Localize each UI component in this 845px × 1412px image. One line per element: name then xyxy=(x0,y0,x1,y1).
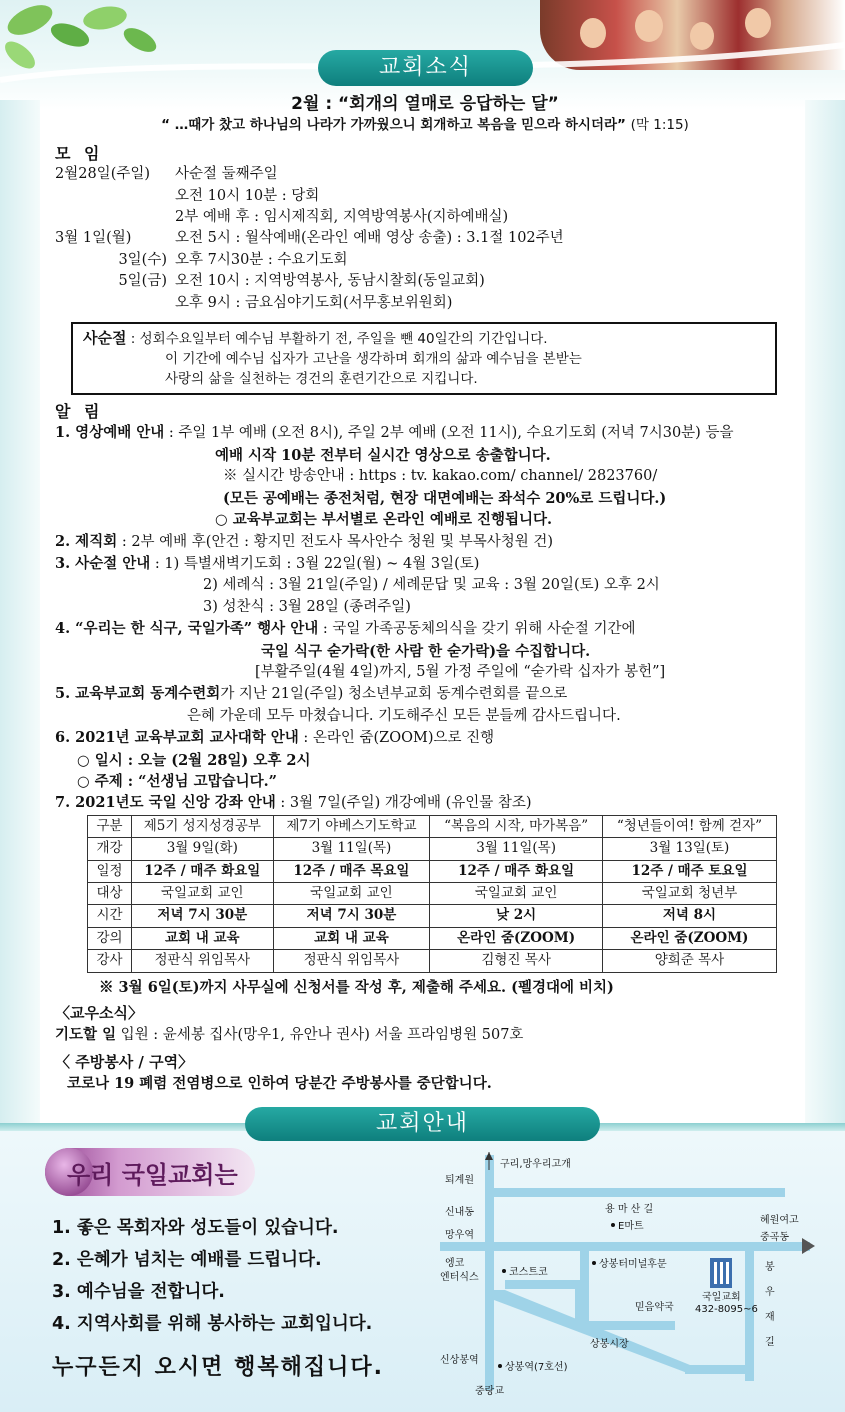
verse-reference: (막 1:15) xyxy=(630,117,689,134)
map-label-sinsangbong: 신상봉역 xyxy=(440,1355,479,1366)
notices-list: 1. 영상예배 안내 : 주일 1부 예배 (오전 8시), 주일 2부 예배 (오전 11시), 수요기도회 (저녁 7시30분) 등을 예배 시작 10분 전부터 실시간 영상으로 송출합니다. ※ 실시간 방송안내 : https : tv. kakao.com/ channel/ 2823760/ (모든 공예배는 종전처럼, 현장 대면예배는 좌석수 20%로 드립니다.) ○ 교육부교회는 부서별로 온라인 예배로 진행됩니다. 2. 제직회 : 2부 예배 후(안건 : 황지민 전도사 목사안수 청원 및 부목사청원 건) 3. 사순절 안내 : 1) 특별새벽기도회 : 3월 22일(월) ~ 4월 3일(토) 2) 세례식 : 3월 21일(주일) / 세례문답 및 교육 : 3월 20일(토) 오후 2시 3) 성찬식 : 3월 28일 (종려주일) 4. “우리는 한 식구, 국일가족” 행사 안내 : 국일 가족공동체의식을 갖기 위해 사순절 기간에 국일 식구 숟가락(한 사람 한 숟가락)을 수집합니다. [부활주일(4월 4일)까지, 5월 가정 주일에 “숟가락 십자가 봉헌”] 5. 교육부교회 동계수련회가 지난 21일(주일) 청소년부교회 동계수련회를 끝으로 은혜 가운데 모두 마쳤습니다. 기도해주신 모든 분들께 감사드립니다. 6. 2021년 교육부교회 교사대학 안내 : 온라인 줌(ZOOM)으로 진행 ○ 일시 : 오늘 (2월 28일) 오후 2시 ○ 주제 : “선생님 고맙습니다.” 7. 2021년도 국일 신앙 강좌 안내 : 3월 7일(주일) 개강예배 (유인물 참조) xyxy=(55,422,795,814)
right-border xyxy=(805,100,845,1130)
lent-label: 사순절 xyxy=(83,329,127,348)
map-label-sangbong7: 상봉역(7호선) xyxy=(505,1362,568,1373)
meeting-row: 5일(금) 오전 10시 : 지역방역봉사, 동남시찰회(동일교회) xyxy=(118,273,485,290)
verse-text: “ …때가 찼고 하나님의 나라가 가까웠으니 회개하고 복음을 믿으라 하시더라” xyxy=(161,117,626,134)
table-row: 강사 정판식 위임목사 정판식 위임목사 김형진 목사 양희준 목사 xyxy=(88,950,777,972)
table-row: 대상 국일교회 교인 국일교회 교인 국일교회 교인 국일교회 청년부 xyxy=(88,883,777,905)
notice-3: 3. 사순절 안내 : 1) 특별새벽기도회 : 3월 22일(월) ~ 4월 3일(토) xyxy=(55,554,480,572)
slogan: 누구든지 오시면 행복해집니다. xyxy=(52,1355,384,1380)
table-row: 시간 저녁 7시 30분 저녁 7시 30분 낮 2시 저녁 8시 xyxy=(88,905,777,927)
meeting-row: 2월28일(주일) 사순절 둘째주일 xyxy=(55,166,278,183)
left-border xyxy=(0,100,40,1130)
table-row: 강의 교회 내 교육 교회 내 교육 온라인 줌(ZOOM) 온라인 줌(ZOOM) xyxy=(88,927,777,949)
meetings-heading: 모 임 xyxy=(55,143,104,163)
news-content xyxy=(55,90,795,1095)
map-label-manguyeok: 망우역 xyxy=(445,1230,474,1241)
map-label-sangbongmarket: 상봉시장 xyxy=(590,1339,629,1350)
map-label-mideum: 믿음약국 xyxy=(635,1302,674,1313)
kitchen-text: 코로나 19 폐렴 전염병으로 인하여 당분간 주방봉사를 중단합니다. xyxy=(67,1075,492,1093)
map-label-costco: 코스트코 xyxy=(509,1267,548,1278)
church-location-map xyxy=(430,1150,820,1400)
map-label-u: 우 xyxy=(765,1287,775,1298)
table-row: 일정 12주 / 매주 화요일 12주 / 매주 목요일 12주 / 매주 화요일 12주 / 매주 토요일 xyxy=(88,860,777,882)
news-heading: 〈교우소식〉 xyxy=(55,1004,143,1023)
map-label-gil: 길 xyxy=(765,1337,775,1348)
meeting-row: 오전 10시 10분 : 당회 xyxy=(175,187,320,204)
notices-heading: 알 림 xyxy=(55,402,104,422)
map-label-jae: 재 xyxy=(765,1312,775,1323)
course-table xyxy=(87,815,777,973)
notice-5: 5. 교육부교회 동계수련회가 지난 21일(주일) 청소년부교회 동계수련회를 끝으로 xyxy=(55,685,568,703)
map-label-junggok: 중곡동 xyxy=(760,1232,789,1243)
kitchen-heading: 〈 주방봉사 / 구역〉 xyxy=(55,1052,194,1071)
map-label-terminal: 상봉터미널후문 xyxy=(599,1259,667,1270)
church-news-title: 교회소식 xyxy=(318,50,533,86)
meeting-row: 3월 1일(월) 오전 5시 : 월삭예배(온라인 예배 영상 송출) : 3.1절 102주년 xyxy=(55,230,564,247)
meeting-row: 오후 9시 : 금요심야기도회(서무홍보위원회) xyxy=(175,294,453,311)
meetings-list xyxy=(55,164,795,314)
verse xyxy=(55,115,795,136)
map-label-guri: 구리,망우리고개 xyxy=(500,1159,571,1170)
lent-info-box: 사순절 : 성회수요일부터 예수님 부활하기 전, 주일을 뺀 40일간의 기간입니다. 이 기간에 예수님 십자가 고난을 생각하며 회개의 삶과 예수님을 본받는 사랑의 삶을 실천하는 경건의 훈련기간으로 지킵니다. xyxy=(71,322,777,395)
notice-7: 7. 2021년도 국일 신앙 강좌 안내 : 3월 7일(주일) 개강예배 (유인물 참조) xyxy=(55,794,532,812)
notice-2: 2. 제직회 : 2부 예배 후(안건 : 황지민 전도사 목사안수 청원 및 부목사청원 건) xyxy=(55,532,554,550)
list-item: 2. 은혜가 넘치는 예배를 드립니다. xyxy=(52,1250,322,1270)
map-label-hyewon: 혜원여고 xyxy=(760,1215,799,1226)
notice-1: 1. 영상예배 안내 : 주일 1부 예배 (오전 8시), 주일 2부 예배 (오전 11시), 수요기도회 (저녁 7시30분) 등을 xyxy=(55,424,734,442)
table-note: ※ 3월 6일(토)까지 사무실에 신청서를 작성 후, 제출해 주세요. (펠경대에 비치) xyxy=(99,978,614,996)
map-label-toegyewon: 퇴계원 xyxy=(445,1175,474,1186)
meeting-row: 2부 예배 후 : 임시제직회, 지역방역봉사(지하예배실) xyxy=(175,209,509,226)
map-label-yongmasan: 용 마 산 길 xyxy=(605,1204,654,1215)
monthly-theme: 2월 : “회개의 열매로 응답하는 달” xyxy=(291,94,559,114)
prayer-request: 기도할 일 입원 : 윤세봉 집사(망우1, 유안나 권사) 서울 프라임병원 507호 xyxy=(55,1026,524,1044)
notice-6: 6. 2021년 교육부교회 교사대학 안내 : 온라인 줌(ZOOM)으로 진행 xyxy=(55,729,495,747)
church-features xyxy=(52,1212,372,1340)
our-church-banner: 우리 국일교회는 xyxy=(45,1148,255,1196)
meeting-row: 3일(수) 오후 7시30분 : 수요기도회 xyxy=(118,251,348,268)
map-label-church: 국일교회 xyxy=(702,1292,741,1303)
map-label-entertainment: 엔터식스 xyxy=(440,1272,479,1283)
list-item: 1. 좋은 목회자와 성도들이 있습니다. xyxy=(52,1218,339,1238)
map-label-jungnang: 중랑교 xyxy=(475,1386,504,1397)
table-row: 개강 3월 9일(화) 3월 11일(목) 3월 11일(목) 3월 13일(토) xyxy=(88,838,777,860)
list-item: 4. 지역사회를 위해 봉사하는 교회입니다. xyxy=(52,1314,373,1334)
list-item: 3. 예수님을 전합니다. xyxy=(52,1282,225,1302)
church-guide-title: 교회안내 xyxy=(245,1107,600,1141)
map-label-sinnae: 신내동 xyxy=(445,1207,474,1218)
map-label-emart: E마트 xyxy=(618,1221,644,1232)
notice-4: 4. “우리는 한 식구, 국일가족” 행사 안내 : 국일 가족공동체의식을 갖기 위해 사순절 기간에 xyxy=(55,620,636,638)
table-header-row: 구분 제5기 성지성경공부 제7기 야베스기도학교 “복음의 시작, 마가복음” “청년들이여! 함께 걷자” xyxy=(88,815,777,837)
map-label-enko: 엥코 xyxy=(445,1258,465,1269)
map-label-phone: 432-8095~6 xyxy=(695,1304,758,1315)
map-label-bong: 봉 xyxy=(765,1262,775,1273)
